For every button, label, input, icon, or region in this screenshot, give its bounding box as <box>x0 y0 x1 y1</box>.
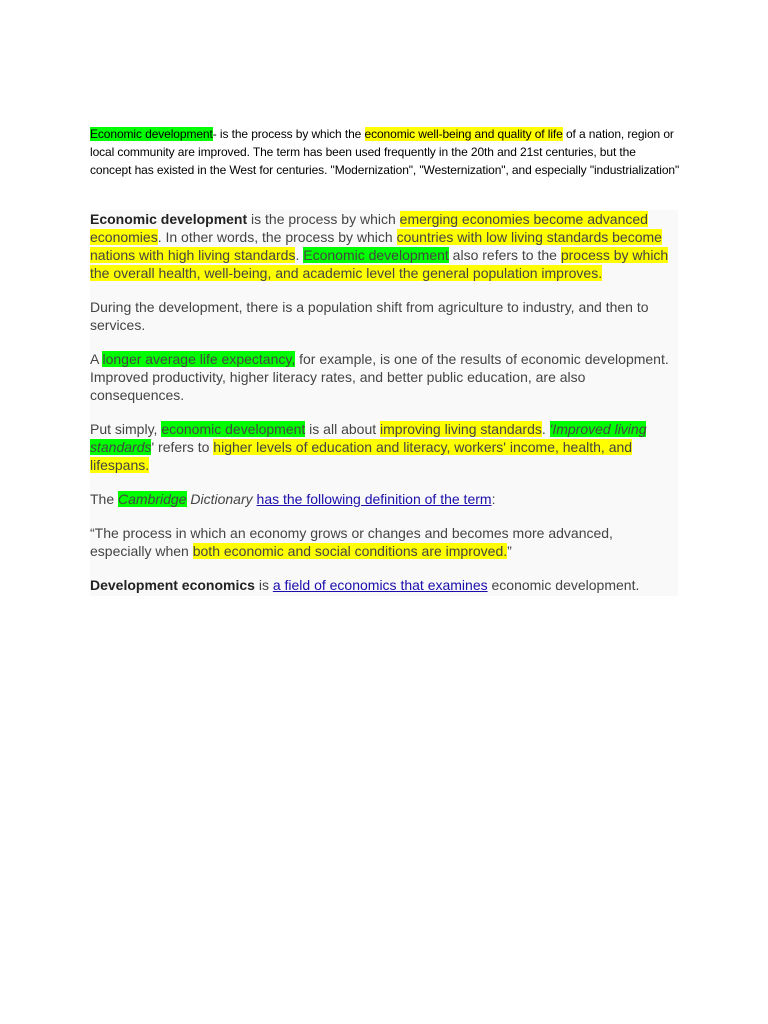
text-run: economic development. <box>487 577 640 593</box>
text-run: During the development, there is a population shift from agriculture to industry, and then to services. <box>90 299 649 333</box>
yellow-highlight: economic well-being and quality of life <box>364 127 563 141</box>
text-run: Put simply, <box>90 421 162 437</box>
green-highlight-italic: Cambridge <box>118 491 187 507</box>
text-run: is all about <box>305 421 381 437</box>
italic-text: Dictionary <box>186 491 253 507</box>
text-run: - is the process by which the <box>212 127 365 141</box>
yellow-highlight: process by which the overall health, well-being, and academic level the general population improves. <box>90 247 669 281</box>
yellow-highlight: higher levels of education and literacy, workers' income, health, and lifespans. <box>90 439 633 473</box>
put-simply-paragraph <box>90 420 678 474</box>
green-highlight: economic development <box>161 421 306 437</box>
intro-paragraph <box>90 125 680 179</box>
development-economics-paragraph <box>90 576 678 594</box>
text-run: for example, is one of the results of economic development. Improved productivity, higher literacy rates, and better public education, are also consequences. <box>90 351 669 403</box>
text-run: . <box>295 247 304 263</box>
text-run: ” <box>507 543 512 559</box>
yellow-highlight: improving living standards <box>380 421 542 437</box>
bold-term: Economic development <box>90 211 248 227</box>
population-shift-paragraph <box>90 298 678 334</box>
text-run: : <box>491 491 496 507</box>
text-run: . In other words, the process by which <box>157 229 397 245</box>
cambridge-paragraph <box>90 490 678 508</box>
text-run: also refers to the <box>448 247 561 263</box>
life-expectancy-paragraph <box>90 350 678 404</box>
field-of-economics-link[interactable]: a field of economics that examines <box>272 577 488 593</box>
green-highlight: Economic development <box>303 247 449 263</box>
yellow-highlight: both economic and social conditions are improved. <box>192 543 508 559</box>
yellow-highlight: countries with low living standards become nations with high living standards <box>90 229 662 263</box>
yellow-highlight: emerging economies become advanced economies <box>90 211 648 245</box>
green-highlight: Economic development <box>90 127 213 141</box>
green-highlight-italic: 'Improved living standards <box>90 421 647 455</box>
quote-paragraph <box>90 524 678 560</box>
green-highlight: longer average life expectancy, <box>102 351 296 367</box>
bold-term: Development economics <box>90 577 255 593</box>
text-run: is the process by which <box>247 211 400 227</box>
text-run: The <box>90 491 119 507</box>
text-run: of a nation, region or local community are improved. The term has been used frequently in the 20th and 21st centuries, but the concept has existed in the West for centuries. "Modernization", "Westernization", and especially "industrialization" <box>90 127 680 177</box>
text-run: is <box>254 577 273 593</box>
text-run: “The process in which an economy grows or changes and becomes more advanced, especially when <box>90 525 613 559</box>
definition-link[interactable]: has the following definition of the term <box>256 491 492 507</box>
definition-paragraph <box>90 210 678 282</box>
text-run: A <box>90 351 103 367</box>
text-run: ' refers to <box>151 439 214 455</box>
text-run: . <box>541 421 550 437</box>
article-excerpt <box>90 210 678 596</box>
